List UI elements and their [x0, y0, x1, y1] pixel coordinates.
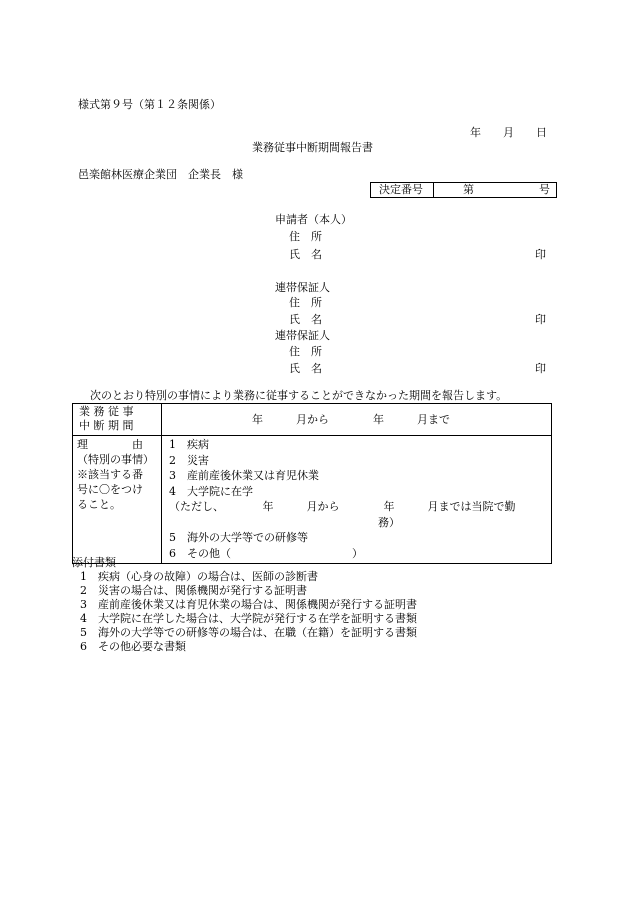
reason-item: 6 その他（ ）	[169, 546, 363, 560]
intro-text: 次のとおり特別の事情により業務に従事することができなかった期間を報告します。	[90, 389, 508, 402]
reason-label-line: ※該当する番	[77, 468, 143, 481]
reason-label-line: 号に〇をつけ	[77, 483, 143, 496]
period-value: 年 月から 年 月まで	[252, 412, 450, 426]
period-label-line: 中 断 期 間	[79, 419, 134, 432]
reason-label-line: 理 由	[77, 438, 143, 451]
form-number: 様式第９号（第１２条関係）	[78, 98, 221, 111]
guarantor-2-name-label: 氏 名	[289, 362, 322, 375]
reason-item: 5 海外の大学等での研修等	[169, 531, 308, 544]
attachments-heading: 添付書類	[72, 556, 116, 569]
reason-label-line: ること。	[77, 498, 121, 511]
addressee: 邑楽館林医療企業団 企業長 様	[78, 168, 243, 181]
applicant-heading: 申請者（本人）	[275, 213, 352, 226]
decision-prefix: 第	[463, 183, 474, 196]
reason-label-line: （特別の事情）	[77, 453, 154, 466]
decision-number-label: 決定番号	[379, 183, 423, 196]
attachment-item: 1 疾病（心身の故障）の場合は、医師の診断書	[80, 570, 318, 583]
reason-label-cell	[73, 436, 162, 564]
reason-item: 3 産前産後休業又は育児休業	[169, 469, 319, 482]
reason-item: 務）	[169, 515, 400, 529]
period-label-line: 業 務 従 事	[79, 405, 134, 418]
period-value-cell	[162, 404, 552, 436]
reason-item: 2 災害	[169, 453, 209, 467]
guarantor-1-address-label: 住 所	[289, 296, 322, 309]
attachment-item: 3 産前産後休業又は育児休業の場合は、関係機関が発行する証明書	[80, 598, 417, 611]
guarantor-1-seal: 印	[535, 313, 546, 326]
date-line: 年 月 日	[470, 126, 547, 139]
reason-item: 4 大学院に在学	[169, 484, 253, 498]
period-label-cell	[73, 404, 162, 436]
decision-number-box	[370, 182, 557, 198]
decision-divider	[433, 183, 434, 197]
reason-row	[73, 436, 552, 564]
period-row	[73, 404, 552, 436]
applicant-address-label: 住 所	[289, 230, 322, 243]
reason-item: 1 疾病	[169, 438, 209, 451]
reason-list-cell	[162, 436, 552, 564]
decision-suffix: 号	[539, 183, 550, 196]
report-table	[72, 403, 552, 564]
guarantor-1-name-label: 氏 名	[289, 313, 322, 326]
document-title: 業務従事中断期間報告書	[252, 141, 373, 154]
attachment-item: 2 災害の場合は、関係機関が発行する証明書	[80, 584, 307, 597]
applicant-seal: 印	[535, 248, 546, 261]
guarantor-2-address-label: 住 所	[289, 345, 322, 358]
guarantor-2-seal: 印	[535, 362, 546, 375]
attachment-item: 6 その他必要な書類	[80, 640, 186, 653]
attachment-item: 5 海外の大学等での研修等の場合は、在職（在籍）を証明する書類	[80, 626, 417, 639]
guarantor-2-heading: 連帯保証人	[275, 329, 330, 342]
guarantor-1-heading: 連帯保証人	[275, 281, 330, 294]
reason-item: （ただし、 年 月から 年 月までは当院で勤	[169, 500, 516, 513]
attachment-item: 4 大学院に在学した場合は、大学院が発行する在学を証明する書類	[80, 612, 417, 625]
applicant-name-label: 氏 名	[289, 248, 322, 261]
